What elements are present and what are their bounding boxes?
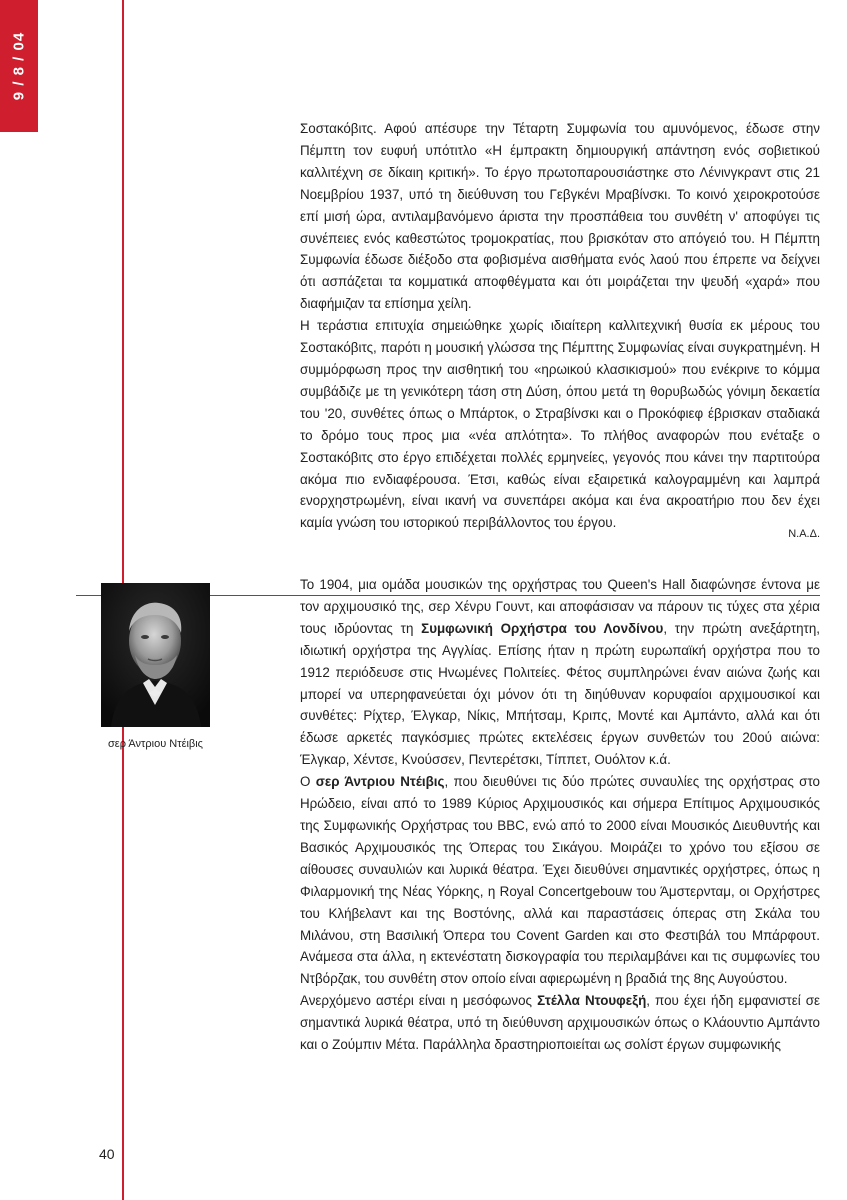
article-top-paragraph-1: Σοστακόβιτς. Αφού απέσυρε την Τέταρτη Συμφωνία του αμυνόμενος, έδωσε στην Πέμπτη τον ευφυή υπότιτλο «Η έμπρακτη δημιουργική απάντηση ενός σοβιετικού καλλιτέχνη σε δίκαιη κριτική». Το έργο πρωτοπαρουσιάστηκε στο Λένινγκραντ στις 21 Νοεμβρίου 1937, υπό τη διεύθυνση του Γεβγκένι Μραβίνσκι. Το κοινό χειροκροτούσε επί μισή ώρα, αντιλαμβανόμενο άριστα την προσπάθεια του συνθέτη ν' αποφύγει τις συνέπειες ενός καθεστώτος τρομοκρατίας, που βρισκόταν στο απόγειό του. Η Πέμπτη Συμφωνία έδωσε διέξοδο στα φοβισμένα αισθήματα ενός λαού που έπρεπε να δείχνει ότι ασπάζεται τα κομματικά αποφθέγματα και ότι μοιράζεται την ψευδή «χαρά» που διαφήμιζαν τα επίσημα χείλη. [300, 121, 820, 312]
page-number: 40 [99, 1146, 115, 1162]
article-bottom [300, 574, 820, 1056]
photo-caption: σερ Άντριου Ντέιβις [108, 738, 203, 750]
paragraph-text: , την πρώτη ανεξάρτητη, ιδιωτική ορχήστρα της Αγγλίας. Επίσης ήταν η πρώτη ευρωπαϊκή ορχήστρα που το 1912 περιόδευσε στις Ηνωμένες Πολιτείες. Φέτος συμπληρώνει έναν αιώνα ζωής και μπορεί να υπερηφανεύεται όχι μόνον ότι τη διηύθυναν κορυφαίοι αρχιμουσικοί και συνθέτες: Ρίχτερ, Έλγκαρ, Νίκις, Μπήτσαμ, Κριπς, Μοντέ και Αμπάντο, αλλά και ότι έδωσε αρκετές παγκόσμιες πρώτες εκτελέσεις έργων συνθετών του 20ού αιώνα: Έλγκαρ, Χέντσε, Κνούσσεν, Πεντερέτσκι, Τίππετ, Ουόλτον κ.ά. [300, 620, 821, 768]
article-top-paragraph-2: Η τεράστια επιτυχία σημειώθηκε χωρίς ιδιαίτερη καλλιτεχνική θυσία εκ μέρους του Σοστακόβιτς, παρότι η μουσική γλώσσα της Πέμπτης Συμφωνίας είναι συγκρατημένη. Η συμμόρφωση προς την αισθητική του «ηρωικού κλασικισμού» που ενέκρινε το κόμμα συμβάδιζε με τη γενικότερη τάση στη Δύση, όπου μετά τη θορυβωδώς γόνιμη δεκαετία του '20, συνθέτες όπως ο Μπάρτοκ, ο Στραβίνσκι και ο Προκόφιεφ έβρισκαν σταδιακά το δρόμο τους προς μια «νέα απλότητα». Το πλήθος αναφορών που ενέταξε ο Σοστακόβιτς στο έργο επιδέχεται πολλές ερμηνείες, γεγονός που κάνει την παρτιτούρα ακόμα πιο ενδιαφέρουσα. Έτσι, καθώς είναι εξαιρετικά καλογραμμένη και λαμπρά ενορχηστρωμένη, είναι ικανή να συνεπάρει ακόμα και ένα ακροατήριο που δεν έχει καμία γνώση του ιστορικού περιβάλλοντος του έργου. [300, 318, 820, 531]
date-tab-label: 9 / 8 / 04 [10, 31, 28, 101]
orchestra-name-bold: Συμφωνική Ορχήστρα του Λονδίνου [421, 620, 664, 636]
article-bottom-paragraph-3 [300, 990, 820, 1056]
paragraph-text: Το 1904, μια ομάδα μουσικών της ορχήστρας του Queen's Hall διαφώνησε έντονα με τον αρχιμουσικό της, σερ Χένρυ Γουντ, και αποφάσισαν να πάρουν τις τύχες στα χέρια τους ιδρύοντας τη [300, 577, 820, 636]
article-bottom-paragraph-2 [300, 771, 820, 990]
paragraph-text: , που έχει ήδη εμφανιστεί σε σημαντικά λυρικά θέατρα, υπό τη διεύθυνση αρχιμουσικών όπως ο Κλάουντιο Αμπάντο και ο Ζούμπιν Μέτα. Παράλληλα δραστηριοποιείται ως σολίστ έργων συμφωνικής [300, 993, 820, 1053]
paragraph-text: Ανερχόμενο αστέρι είναι η μεσόφωνος [300, 993, 538, 1009]
author-signature: Ν.Α.Δ. [788, 528, 820, 540]
conductor-name-bold: σερ Άντριου Ντέιβις [315, 774, 445, 790]
article-top [300, 118, 820, 534]
paragraph-text: Ο [300, 774, 316, 790]
mezzo-name-bold: Στέλλα Ντουφεξή [537, 993, 647, 1009]
article-bottom-paragraph-1 [300, 574, 820, 771]
date-tab [0, 0, 38, 132]
paragraph-text: , που διευθύνει τις δύο πρώτες συναυλίες της ορχήστρας στο Ηρώδειο, είναι από το 1989 Κύριος Αρχιμουσικός και σήμερα Επίτιμος Αρχιμουσικός της Συμφωνικής Ορχήστρας του BBC, ενώ από το 2000 είναι Μουσικός Διευθυντής και Βασικός Αρχιμουσικός της Όπερας του Σικάγου. Μοιράζει το χρόνο του εξίσου σε αίθουσες συναυλιών και λυρικά θέατρα. Έχει διευθύνει σημαντικές ορχήστρες, όπως η Φιλαρμονική της Νέας Υόρκης, η Royal Concertgebouw του Άμστερνταμ, οι Ορχήστρες του Κλήβελαντ και της Βοστόνης, αλλά και παραστάσεις όπερας στη Σκάλα του Μιλάνου, στη Βασιλική Όπερα του Covent Garden και στο Φεστιβάλ του Μπάρφουτ. Ανάμεσα στα άλλα, η εκτενέστατη δισκογραφία του περιλαμβάνει και τις συμφωνίες του Ντβόρζακ, του συνθέτη στον οποίο είναι αφιερωμένη η βραδιά της 8ης Αυγούστου. [300, 774, 820, 987]
conductor-portrait-photo [101, 583, 210, 727]
